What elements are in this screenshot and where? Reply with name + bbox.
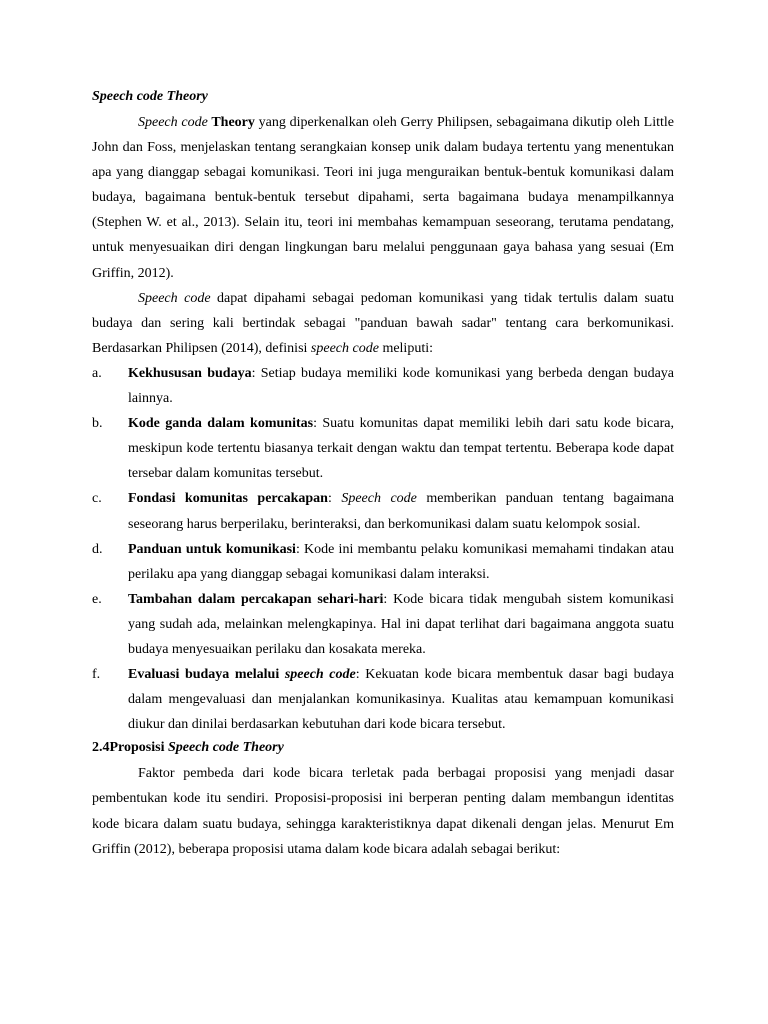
list-marker: d. xyxy=(92,541,103,557)
list-item-text: : Setiap budaya memiliki kode komunikasi yang berbeda dengan budaya lainnya. xyxy=(128,365,675,407)
intro-text: yang diperkenalkan oleh Gerry Philipsen, sebagaimana dikutip oleh Little John dan Foss, menjelaskan tentang serangkaian konsep unik dalam budaya tertentu yang menentukan apa yang dianggap sebagai komunikasi. Teori ini juga menguraikan bentuk-bentuk komunikasi dalam budaya, bagaimana bentuk-bentuk tersebut dipahami, serta bagaimana budaya menampilkannya (Stephen W. et al., 2013). Selain itu, teori ini membahas kemampuan seseorang, terutama pendatang, untuk menyesuaikan diri dengan lingkungan baru melalui penggunaan gaya bahasa yang sesuai (Em Griffin, 2012). xyxy=(92,115,674,281)
list-item-separator: : xyxy=(327,491,342,507)
paragraph-proposisi xyxy=(92,761,674,861)
paragraph-definition xyxy=(92,286,674,361)
definition-list xyxy=(92,361,674,737)
definition-italic: speech code xyxy=(310,340,379,356)
list-item xyxy=(92,361,674,411)
list-marker: f. xyxy=(92,667,101,683)
list-item-text: : Kode bicara tidak mengubah sistem komunikasi yang sudah ada, melainkan melengkapinya. Hal ini dapat terlihat dari bagaimana anggota suatu budaya menyesuaikan perilaku dan kosakata mereka. xyxy=(128,591,674,657)
list-item-title: Kekhususan budaya xyxy=(128,365,252,381)
list-item-text: : Suatu komunitas dapat memiliki lebih dari satu kode bicara, meskipun kode tertentu biasanya terkait dengan waktu dan tempat tertentu. Beberapa kode dapat tersebar dalam komunitas tersebut. xyxy=(128,416,674,482)
list-item-title: Fondasi komunitas percakapan xyxy=(128,491,328,507)
list-item-text: : Kekuatan kode bicara membentuk dasar bagi budaya dalam mengevaluasi dan menjalankan komunikasinya. Kualitas atau kemampuan komunikasi diukur dan dinilai berdasarkan kebutuhan dari kode bicara tersebut. xyxy=(128,667,674,733)
document-page xyxy=(92,86,674,862)
section-heading-proposisi xyxy=(92,737,674,759)
heading-number-text: 2.4Proposisi xyxy=(92,740,168,756)
list-item xyxy=(92,662,674,737)
heading-italic-text: Speech code Theory xyxy=(167,740,284,756)
heading-text: Speech code Theory xyxy=(92,89,208,104)
list-item-title: Evaluasi budaya melalui xyxy=(128,667,285,683)
paragraph-intro xyxy=(92,110,674,286)
list-marker: b. xyxy=(92,416,103,432)
list-item-text: : Kode ini membantu pelaku komunikasi memahami tindakan atau perilaku apa yang dianggap sebagai komunikasi dalam interaksi. xyxy=(128,541,674,582)
list-item-title-italic: speech code xyxy=(284,667,356,683)
definition-text: dapat dipahami sebagai pedoman komunikasi yang tidak tertulis dalam suatu budaya dan sering kali bertindak sebagai "panduan bawah sadar" tentang cara berkomunikasi. Berdasarkan Philipsen (2014), definisi xyxy=(92,290,674,356)
list-item-title: Tambahan dalam percakapan sehari-hari xyxy=(128,591,384,607)
list-item xyxy=(92,411,674,486)
list-marker: c. xyxy=(92,491,102,507)
proposisi-text: Faktor pembeda dari kode bicara terletak pada berbagai proposisi yang menjadi dasar pembentukan kode itu sendiri. Proposisi-proposisi ini berperan penting dalam membangun identitas kode bicara dalam suatu budaya, sehingga karakteristiknya dapat dikenali dengan jelas. Menurut Em Griffin (2012), beberapa proposisi utama dalam kode bicara adalah sebagai berikut: xyxy=(92,766,674,857)
definition-lead-italic: Speech code xyxy=(138,290,211,306)
list-item xyxy=(92,537,674,587)
list-item-text: memberikan panduan tentang bagaimana seseorang harus berperilaku, berinteraksi, dan berkomunikasi dalam suatu kelompok sosial. xyxy=(128,491,675,532)
intro-lead-bold: Theory xyxy=(207,115,255,130)
section-heading-speech-code-theory xyxy=(92,86,674,108)
list-item-italic: Speech code xyxy=(341,491,417,507)
intro-lead-italic: Speech code xyxy=(138,115,208,130)
list-marker: e. xyxy=(92,591,102,607)
list-item xyxy=(92,486,674,536)
list-item-title: Kode ganda dalam komunitas xyxy=(128,416,314,432)
list-marker: a. xyxy=(92,365,102,381)
definition-end: meliputi: xyxy=(378,340,433,356)
list-item xyxy=(92,587,674,662)
list-item-title: Panduan untuk komunikasi xyxy=(128,541,296,557)
